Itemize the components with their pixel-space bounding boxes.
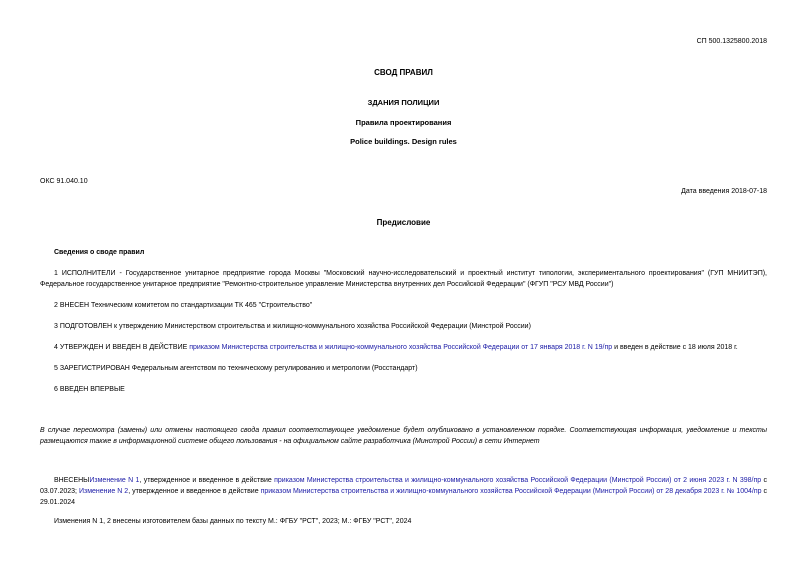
document-title: ЗДАНИЯ ПОЛИЦИИ bbox=[367, 98, 440, 107]
item-4-suffix: и введен в действие с 18 июля 2018 г. bbox=[612, 344, 738, 351]
foreword-item-2: 2 ВНЕСЕН Техническим комитетом по стандартизации ТК 465 "Строительство" bbox=[54, 302, 313, 309]
document-subtitle: Правила проектирования bbox=[355, 118, 452, 127]
foreword-item-5: 5 ЗАРЕГИСТРИРОВАН Федеральным агентством по техническому регулированию и метрологии (Росстандарт) bbox=[54, 365, 418, 372]
info-heading: Сведения о своде правил bbox=[54, 249, 145, 256]
order-1-tail: с 03.07.2023; bbox=[40, 477, 768, 495]
changes-paragraph bbox=[40, 475, 767, 508]
change-1-link[interactable]: Изменение N 1 bbox=[89, 477, 140, 484]
foreword-item-1: 1 ИСПОЛНИТЕЛИ - Государственное унитарное предприятие города Москвы "Московский научно-исследовательский и проектный институт типологии, экспериментального проектирования" (ГУП МНИИТЭП), Федеральное государственное унитарное предприятие "Ремонтно-строительное управление Министерства внутренних дел Российской Федерации" (ФГУП "РСУ МВД России") bbox=[40, 270, 767, 288]
change-2-text: , утвержденное и введенное в действие bbox=[128, 488, 261, 495]
change-2-link[interactable]: Изменение N 2 bbox=[78, 488, 129, 495]
document-code: СП 500.1325800.2018 bbox=[696, 38, 767, 45]
foreword-item-3: 3 ПОДГОТОВЛЕН к утверждению Министерством строительства и жилищно-коммунального хозяйства Российской Федерации (Минстрой России) bbox=[54, 323, 531, 330]
intro-date: Дата введения 2018-07-18 bbox=[681, 188, 767, 195]
order-2-tail: с 29.01.2024 bbox=[40, 488, 767, 506]
changes-prefix: ВНЕСЕНЫ bbox=[54, 477, 90, 484]
document-title-en: Police buildings. Design rules bbox=[350, 137, 457, 146]
document-type: СВОД ПРАВИЛ bbox=[374, 68, 433, 77]
revision-notice: В случае пересмотра (замены) или отмены настоящего свода правил соответствующее уведомление будет опубликовано в установленном порядке. Соответствующая информация, уведомление и тексты размещаются также в информационной системе общего пользования - на официальном сайте разработчика (Минстрой России) в сети Интернет bbox=[40, 427, 767, 445]
foreword-item-4 bbox=[40, 342, 767, 353]
change-1-text: , утвержденное и введенное в действие bbox=[139, 477, 275, 484]
order-2-link[interactable]: приказом Министерства строительства и жилищно-коммунального хозяйства Российской Федерации (Минстрой России) от 28 декабря 2023 г. № 1004/пр bbox=[260, 488, 762, 495]
item-4-prefix: 4 УТВЕРЖДЕН И ВВЕДЕН В ДЕЙСТВИЕ bbox=[54, 344, 190, 351]
changes-footnote: Изменения N 1, 2 внесены изготовителем базы данных по тексту М.: ФГБУ "РСТ", 2023; М.: ФГБУ "РСТ", 2024 bbox=[54, 518, 412, 525]
foreword-heading: Предисловие bbox=[376, 218, 431, 227]
oks-code: ОКС 91.040.10 bbox=[40, 178, 88, 185]
order-1-link[interactable]: приказом Министерства строительства и жилищно-коммунального хозяйства Российской Федерации (Минстрой России) от 2 июня 2023 г. N 398/пр bbox=[274, 477, 762, 484]
foreword-item-6: 6 ВВЕДЕН ВПЕРВЫЕ bbox=[54, 386, 125, 393]
approval-order-link[interactable]: приказом Министерства строительства и жилищно-коммунального хозяйства Российской Федерации от 17 января 2018 г. N 19/пр bbox=[189, 344, 613, 351]
